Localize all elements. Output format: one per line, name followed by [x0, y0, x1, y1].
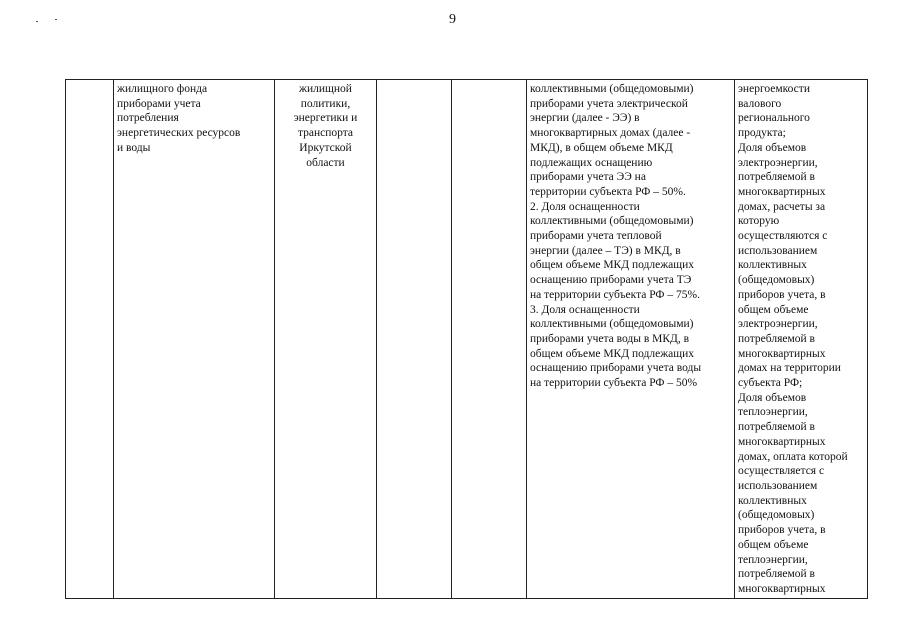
- text-line: приборами учета ЭЭ на: [530, 171, 646, 184]
- text-line: осуществляются с: [738, 230, 828, 243]
- text-line: транспорта: [297, 127, 354, 140]
- text-line: энергии (далее – ТЭ) в МКД, в: [530, 244, 681, 257]
- text-line: энергоемкости: [738, 83, 810, 95]
- text-line: многоквартирных домах (далее -: [530, 127, 691, 140]
- text-line: общем объеме МКД подлежащих: [530, 259, 695, 272]
- text-line: приборов учета, в: [738, 524, 826, 537]
- cell-task: [114, 80, 275, 599]
- text-line: электроэнергии,: [738, 318, 818, 331]
- text-line: регионального: [738, 112, 810, 125]
- page-number: 9: [449, 12, 456, 27]
- scan-speck: [55, 19, 57, 20]
- cell-results: [527, 80, 735, 599]
- text-line: валового: [738, 97, 782, 110]
- text-line: использованием: [738, 244, 818, 257]
- text-line: многоквартирных: [738, 435, 826, 448]
- text-line: потребляемой в: [738, 421, 815, 434]
- text-line: приборами учета тепловой: [530, 230, 662, 243]
- text-line: потребляемой в: [738, 171, 815, 184]
- text-line: жилищного фонда: [117, 83, 208, 95]
- text-line: потребления: [117, 112, 179, 125]
- text-line: энергетики и: [293, 112, 358, 125]
- text-line: коллективных: [738, 259, 807, 272]
- text-line: потребляемой в: [738, 568, 815, 581]
- text-line: Доля объемов: [738, 141, 807, 154]
- scan-speck: [36, 21, 38, 22]
- text-line: коллективными (общедомовыми): [530, 215, 694, 228]
- text-line: приборами учета воды в МКД, в: [530, 332, 690, 345]
- text-line: и воды: [117, 141, 151, 154]
- text-line: продукта;: [738, 127, 786, 140]
- text-line: общем объеме: [738, 303, 809, 316]
- text-line: коллективных: [738, 494, 807, 507]
- text-line: подлежащих оснащению: [530, 156, 653, 169]
- requirements-table: [65, 79, 868, 599]
- text-line: на территории субъекта РФ – 75%.: [530, 288, 700, 301]
- text-line: использованием: [738, 479, 818, 492]
- text-line: многоквартирных: [738, 347, 826, 360]
- text-line: потребляемой в: [738, 332, 815, 345]
- text-line: жилищной: [299, 83, 352, 95]
- table-row: [66, 80, 868, 599]
- text-line: энергии (далее - ЭЭ) в: [530, 112, 640, 125]
- cell-indicators: [735, 80, 868, 599]
- text-line: МКД), в общем объеме МКД: [530, 141, 673, 154]
- text-line: которую: [738, 215, 780, 228]
- text-line: оснащению приборами учета ТЭ: [530, 274, 692, 287]
- text-line: (общедомовых): [738, 509, 815, 522]
- text-line: оснащению приборами учета воды: [530, 362, 702, 375]
- text-line: на территории субъекта РФ – 50%: [530, 377, 698, 390]
- text-line: электроэнергии,: [738, 156, 818, 169]
- text-line: домах, оплата которой: [738, 450, 848, 463]
- text-line: Доля объемов: [738, 391, 807, 404]
- cell-empty-b: [452, 80, 527, 599]
- text-line: теплоэнергии,: [738, 406, 808, 419]
- text-line: 3. Доля оснащенности: [530, 303, 640, 316]
- text-line: политики,: [300, 97, 351, 110]
- text-line: территории субъекта РФ – 50%.: [530, 185, 686, 198]
- text-line: многоквартирных: [738, 582, 826, 595]
- text-line: общем объеме МКД подлежащих: [530, 347, 695, 360]
- cell-empty-a: [377, 80, 452, 599]
- text-line: приборами учета: [117, 97, 201, 110]
- text-line: приборами учета электрической: [530, 97, 688, 110]
- text-line: Иркутской: [299, 141, 352, 154]
- text-line: общем объеме: [738, 538, 809, 551]
- text-line: домах на территории: [738, 362, 841, 375]
- text-line: теплоэнергии,: [738, 553, 808, 566]
- cell-number: [66, 80, 114, 599]
- text-line: (общедомовых): [738, 274, 815, 287]
- text-line: субъекта РФ;: [738, 377, 803, 390]
- text-line: приборов учета, в: [738, 288, 826, 301]
- text-line: многоквартирных: [738, 185, 826, 198]
- text-line: коллективными (общедомовыми): [530, 318, 694, 331]
- text-line: домах, расчеты за: [738, 200, 826, 213]
- text-line: энергетических ресурсов: [117, 127, 241, 140]
- text-line: области: [306, 156, 345, 169]
- cell-responsible: [275, 80, 377, 599]
- text-line: коллективными (общедомовыми): [530, 83, 694, 95]
- text-line: осуществляется с: [738, 465, 825, 478]
- text-line: 2. Доля оснащенности: [530, 200, 640, 213]
